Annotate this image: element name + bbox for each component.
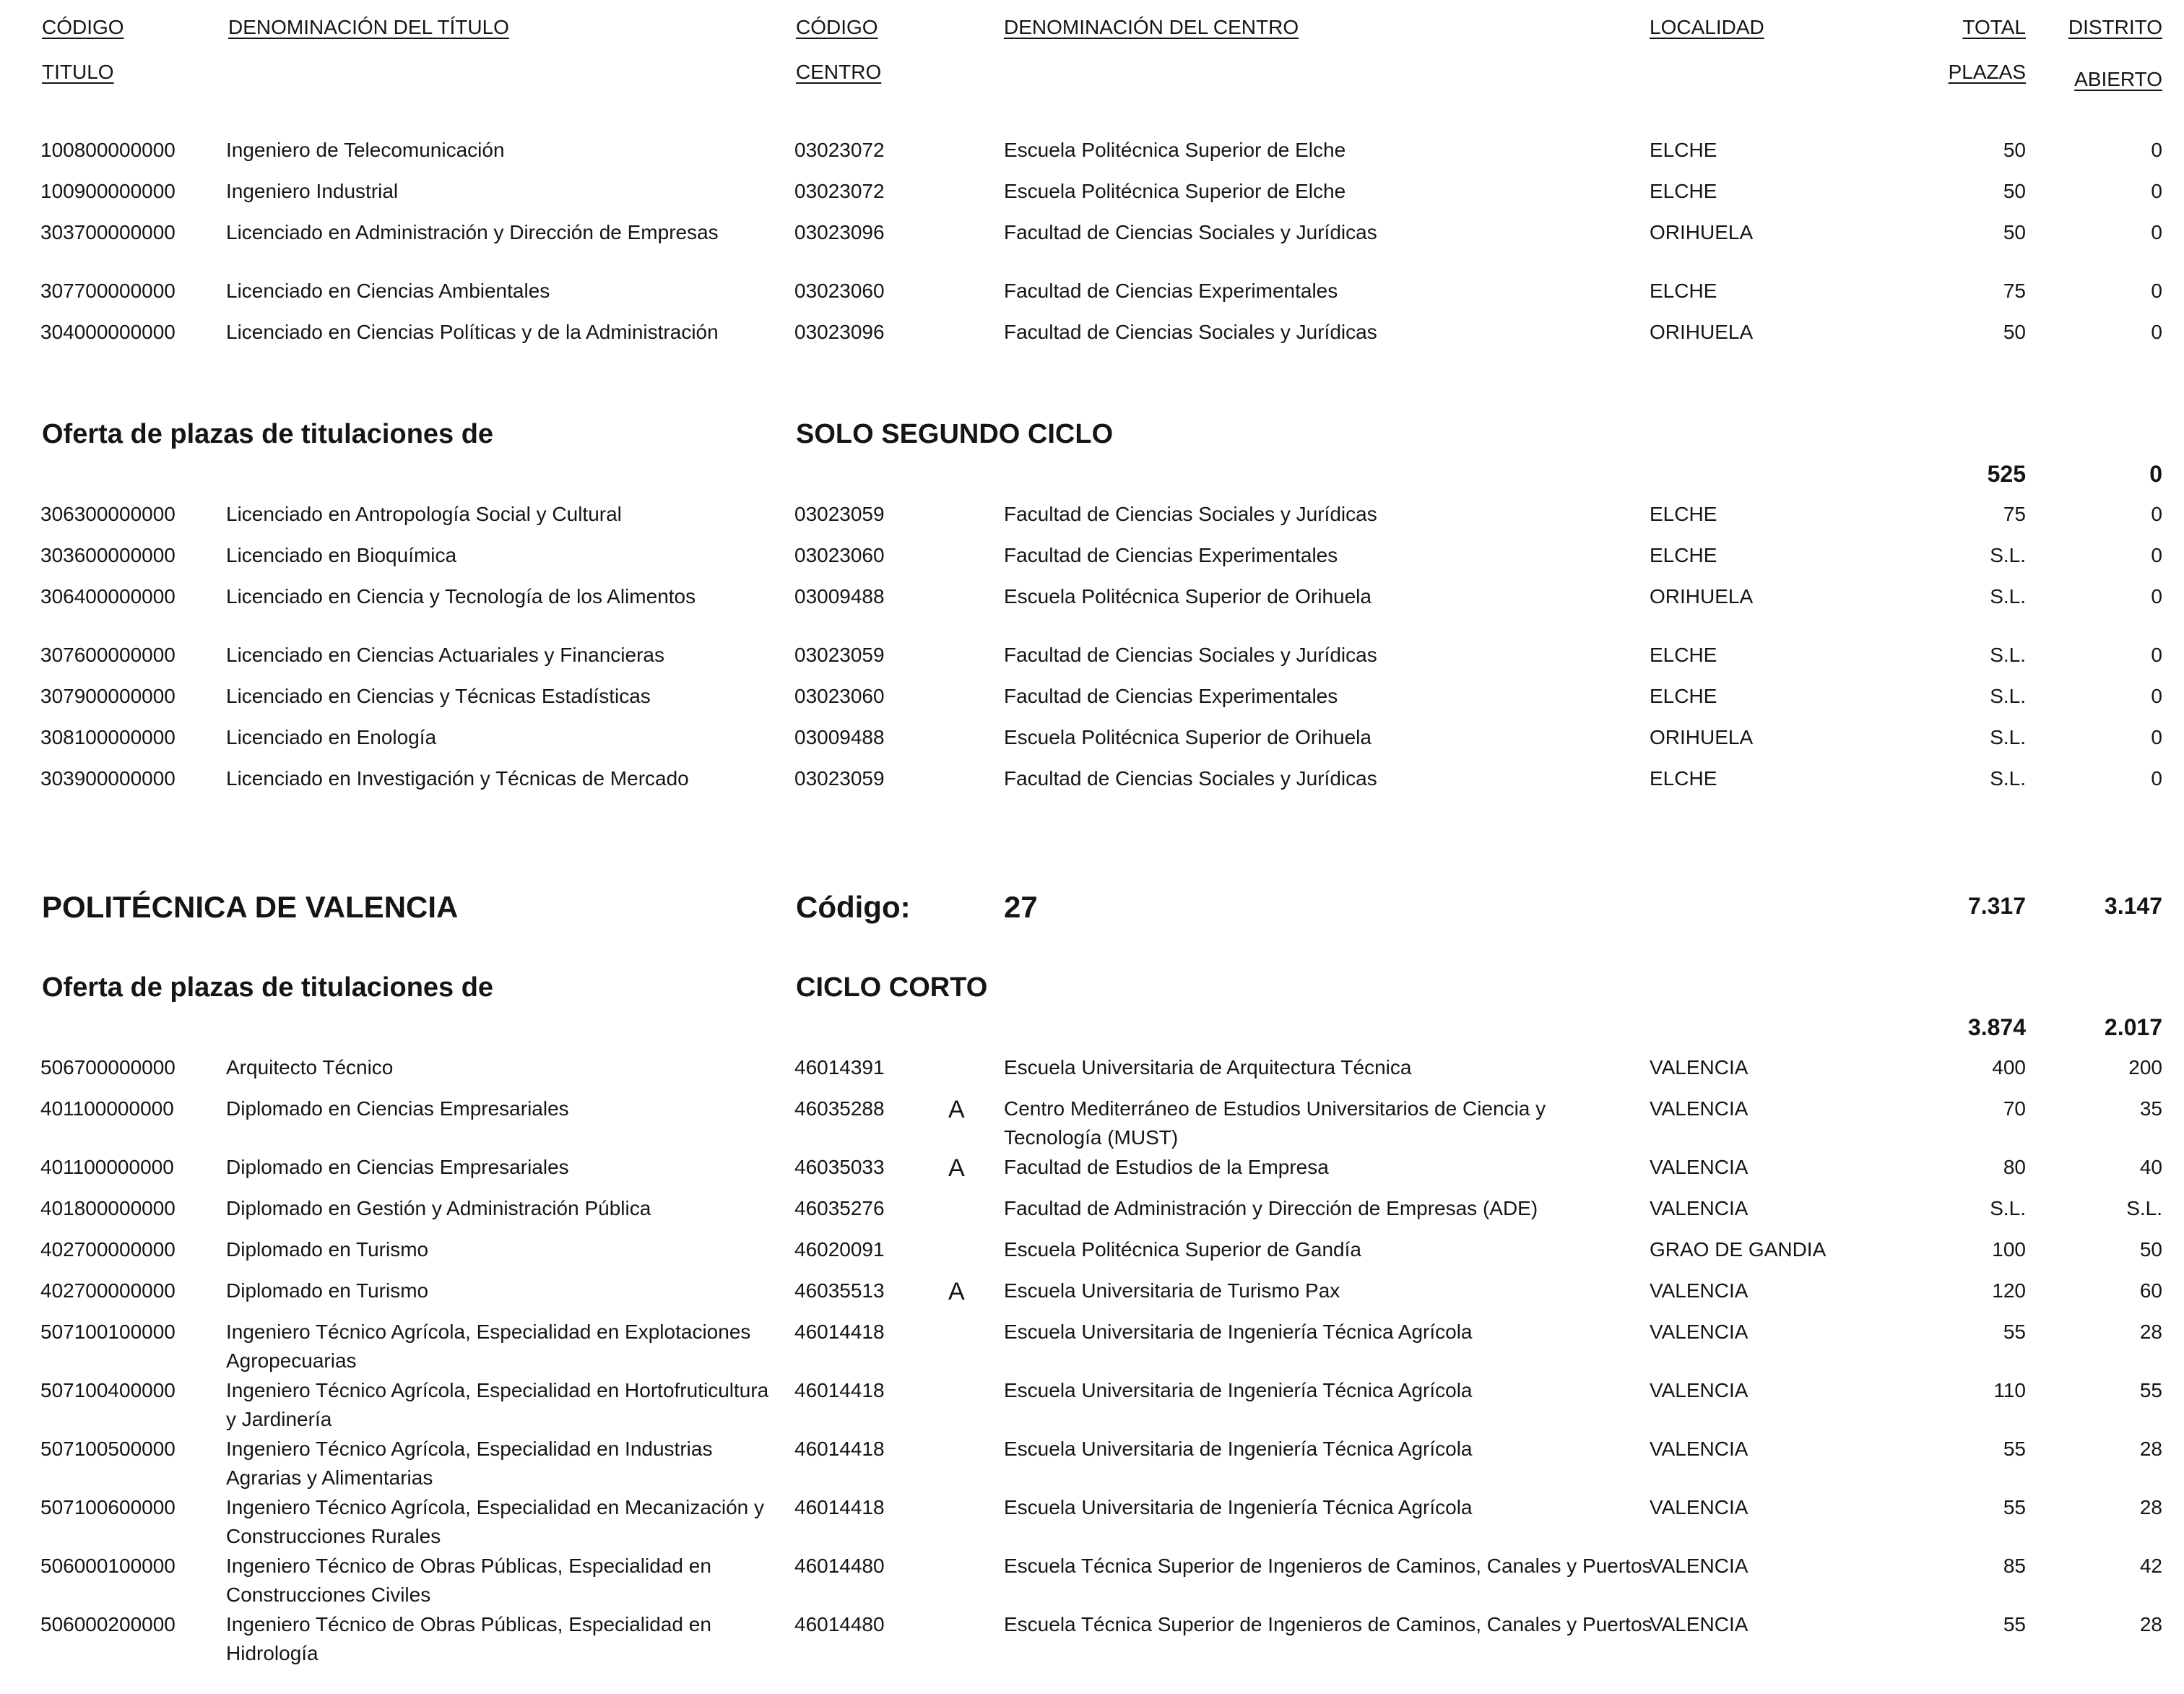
distrito-abierto: 0 [2151,685,2162,707]
codigo-centro: 46014480 [794,1613,885,1635]
localidad: VALENCIA [1650,1197,1748,1219]
codigo-titulo: 306300000000 [40,503,176,525]
denominacion-titulo: Licenciado en Ciencias y Técnicas Estadísticas [226,685,651,707]
codigo-titulo: 304000000000 [40,321,176,343]
total-plazas: S.L. [1990,767,2026,790]
denominacion-titulo: Ingeniero Industrial [226,180,399,202]
denominacion-titulo: Ingeniero Técnico de Obras Públicas, Especialidad en Hidrología [226,1613,711,1664]
denominacion-titulo: Ingeniero Técnico Agrícola, Especialidad en Hortofruticultura y Jardinería [226,1379,769,1430]
localidad: VALENCIA [1650,1613,1748,1635]
distrito-abierto: 0 [2151,726,2162,748]
distrito-abierto: 28 [2139,1613,2162,1635]
codigo-centro: 03023060 [794,280,885,302]
denominacion-titulo: Licenciado en Bioquímica [226,544,457,566]
section-heading-label: Oferta de plazas de titulaciones de [42,972,494,1003]
header-total-line1: TOTAL [1962,16,2026,38]
total-plazas: 50 [2003,180,2026,202]
total-plazas: 70 [2003,1097,2026,1120]
denominacion-centro: Facultad de Ciencias Sociales y Jurídicas [1004,221,1377,243]
total-plazas: S.L. [1990,685,2026,707]
section-distrito-abierto: 2.017 [2104,1014,2162,1040]
distrito-abierto: 0 [2151,544,2162,566]
localidad: ELCHE [1650,503,1717,525]
codigo-centro: 03023060 [794,544,885,566]
codigo-centro: 03023060 [794,685,885,707]
distrito-abierto: 40 [2139,1156,2162,1178]
localidad: VALENCIA [1650,1496,1748,1518]
denominacion-centro: Escuela Universitaria de Ingeniería Técnica Agrícola [1004,1438,1473,1460]
localidad: VALENCIA [1650,1555,1748,1577]
codigo-titulo: 506700000000 [40,1056,176,1079]
localidad: ELCHE [1650,280,1717,302]
denominacion-centro: Escuela Politécnica Superior de Gandía [1004,1238,1361,1261]
codigo-titulo: 507100500000 [40,1438,176,1460]
codigo-centro: 03023096 [794,321,885,343]
denominacion-centro: Facultad de Ciencias Experimentales [1004,544,1338,566]
localidad: ELCHE [1650,544,1717,566]
localidad: ELCHE [1650,685,1717,707]
codigo-centro: 03023096 [794,221,885,243]
denominacion-titulo: Diplomado en Ciencias Empresariales [226,1156,569,1178]
codigo-titulo: 307700000000 [40,280,176,302]
codigo-titulo: 506000200000 [40,1613,176,1635]
denominacion-titulo: Licenciado en Enología [226,726,437,748]
codigo-centro: 46014391 [794,1056,885,1079]
denominacion-titulo: Diplomado en Ciencias Empresariales [226,1097,569,1120]
total-plazas: S.L. [1990,544,2026,566]
university-distrito-abierto: 3.147 [2104,893,2162,919]
denominacion-centro: Facultad de Ciencias Sociales y Jurídicas [1004,644,1377,666]
total-plazas: 55 [2003,1438,2026,1460]
denominacion-centro: Escuela Técnica Superior de Ingenieros de Caminos, Canales y Puertos [1004,1555,1652,1577]
denominacion-centro: Escuela Politécnica Superior de Elche [1004,180,1346,202]
codigo-titulo: 507100100000 [40,1321,176,1343]
localidad: VALENCIA [1650,1438,1748,1460]
localidad: ORIHUELA [1650,321,1754,343]
header-codigo-titulo-line2: TITULO [42,61,114,83]
codigo-centro: 46014418 [794,1321,885,1343]
codigo-titulo: 507100600000 [40,1496,176,1518]
codigo-titulo: 507100400000 [40,1379,176,1401]
denominacion-centro: Facultad de Ciencias Sociales y Jurídicas [1004,503,1377,525]
localidad: VALENCIA [1650,1156,1748,1178]
codigo-titulo: 401100000000 [40,1097,174,1120]
codigo-centro: 46035033 [794,1156,885,1178]
total-plazas: 55 [2003,1496,2026,1518]
denominacion-titulo: Diplomado en Turismo [226,1279,429,1302]
denominacion-centro: Facultad de Ciencias Sociales y Jurídicas [1004,321,1377,343]
codigo-titulo: 100900000000 [40,180,176,202]
localidad: ORIHUELA [1650,726,1754,748]
total-plazas: 110 [1993,1379,2026,1401]
university-code-label: Código: [796,890,911,924]
denominacion-centro: Escuela Politécnica Superior de Orihuela [1004,585,1372,608]
distrito-abierto: 0 [2151,321,2162,343]
total-plazas: 55 [2003,1613,2026,1635]
localidad: ELCHE [1650,644,1717,666]
denominacion-centro: Escuela Universitaria de Ingeniería Técnica Agrícola [1004,1379,1473,1401]
distrito-abierto: 0 [2151,280,2162,302]
header-codigo-centro-line2: CENTRO [796,61,882,83]
section-total-plazas: 525 [1987,461,2026,487]
denominacion-titulo: Licenciado en Ciencias Actuariales y Financieras [226,644,664,666]
section-heading-label: Oferta de plazas de titulaciones de [42,419,494,449]
university-code: 27 [1004,890,1038,924]
denominacion-titulo: Diplomado en Turismo [226,1238,429,1261]
total-plazas: 400 [1992,1056,2026,1079]
denominacion-centro: Escuela Técnica Superior de Ingenieros de Caminos, Canales y Puertos [1004,1613,1652,1635]
denominacion-centro: Facultad de Ciencias Sociales y Jurídicas [1004,767,1377,790]
header-denominacion-titulo: DENOMINACIÓN DEL TÍTULO [228,16,509,38]
codigo-centro: 03009488 [794,585,885,608]
distrito-abierto: 60 [2139,1279,2162,1302]
codigo-titulo: 402700000000 [40,1279,176,1302]
localidad: VALENCIA [1650,1056,1748,1079]
localidad: VALENCIA [1650,1097,1748,1120]
codigo-titulo: 100800000000 [40,139,176,161]
denominacion-titulo: Licenciado en Investigación y Técnicas de Mercado [226,767,689,790]
localidad: ELCHE [1650,180,1717,202]
distrito-abierto: S.L. [2126,1197,2162,1219]
codigo-centro: 03023072 [794,139,885,161]
codigo-centro: 46035513 [794,1279,885,1302]
denominacion-titulo: Ingeniero Técnico Agrícola, Especialidad en Mecanización y Construcciones Rurales [226,1496,765,1547]
localidad: ORIHUELA [1650,221,1754,243]
header-distrito-line1: DISTRITO [2068,16,2162,38]
localidad: ELCHE [1650,139,1717,161]
total-plazas: 50 [2003,139,2026,161]
localidad: ELCHE [1650,767,1717,790]
codigo-titulo: 307600000000 [40,644,176,666]
denominacion-titulo: Licenciado en Administración y Dirección de Empresas [226,221,719,243]
denominacion-centro: Escuela Universitaria de Ingeniería Técnica Agrícola [1004,1321,1473,1343]
distrito-abierto: 0 [2151,644,2162,666]
distrito-abierto: 28 [2139,1321,2162,1343]
denominacion-centro: Escuela Politécnica Superior de Elche [1004,139,1346,161]
denominacion-centro: Escuela Universitaria de Ingeniería Técnica Agrícola [1004,1496,1473,1518]
total-plazas: 85 [2003,1555,2026,1577]
distrito-abierto: 28 [2139,1496,2162,1518]
denominacion-titulo: Arquitecto Técnico [226,1056,394,1079]
denominacion-centro: Facultad de Administración y Dirección de Empresas (ADE) [1004,1197,1538,1219]
distrito-abierto: 0 [2151,139,2162,161]
localidad: VALENCIA [1650,1379,1748,1401]
codigo-centro: 03023059 [794,767,885,790]
table-row [0,764,2184,837]
total-plazas: S.L. [1990,726,2026,748]
section-distrito-abierto: 0 [2149,461,2162,487]
header-localidad: LOCALIDAD [1650,16,1764,38]
total-plazas: 80 [2003,1156,2026,1178]
total-plazas: S.L. [1990,1197,2026,1219]
total-plazas: S.L. [1990,644,2026,666]
table-row [0,318,2184,390]
section-heading-type: SOLO SEGUNDO CICLO [796,419,1114,449]
codigo-titulo: 401800000000 [40,1197,176,1219]
localidad: GRAO DE GANDIA [1650,1238,1826,1261]
codigo-centro: 46035276 [794,1197,885,1219]
codigo-titulo: 401100000000 [40,1156,174,1178]
total-plazas: 120 [1992,1279,2026,1302]
total-plazas: 50 [2003,221,2026,243]
codigo-centro: 46014418 [794,1496,885,1518]
codigo-centro: 46014418 [794,1438,885,1460]
total-plazas: 75 [2003,280,2026,302]
denominacion-centro: Centro Mediterráneo de Estudios Universitarios de Ciencia y Tecnología (MUST) [1004,1097,1546,1149]
codigo-titulo: 306400000000 [40,585,176,608]
denominacion-titulo: Licenciado en Antropología Social y Cultural [226,503,622,525]
codigo-centro: 46035288 [794,1097,885,1120]
distrito-abierto: 42 [2139,1555,2162,1577]
codigo-centro: 03009488 [794,726,885,748]
denominacion-centro: Escuela Politécnica Superior de Orihuela [1004,726,1372,748]
denominacion-centro: Facultad de Ciencias Experimentales [1004,685,1338,707]
distrito-abierto: 28 [2139,1438,2162,1460]
header-codigo-titulo-line1: CÓDIGO [42,16,124,38]
center-type-marker: A [948,1096,965,1123]
distrito-abierto: 0 [2151,180,2162,202]
section-total-plazas: 3.874 [1967,1014,2026,1040]
denominacion-titulo: Ingeniero Técnico de Obras Públicas, Especialidad en Construcciones Civiles [226,1555,711,1606]
codigo-titulo: 303600000000 [40,544,176,566]
header-distrito-line2: ABIERTO [2074,68,2162,90]
distrito-abierto: 35 [2139,1097,2162,1120]
total-plazas: 100 [1992,1238,2026,1261]
denominacion-titulo: Ingeniero de Telecomunicación [226,139,505,161]
total-plazas: 55 [2003,1321,2026,1343]
total-plazas: S.L. [1990,585,2026,608]
denominacion-titulo: Ingeniero Técnico Agrícola, Especialidad en Industrias Agrarias y Alimentarias [226,1438,713,1489]
header-total-line2: PLAZAS [1948,61,2026,83]
distrito-abierto: 50 [2139,1238,2162,1261]
university-name: POLITÉCNICA DE VALENCIA [42,890,459,924]
codigo-titulo: 402700000000 [40,1238,176,1261]
localidad: VALENCIA [1650,1279,1748,1302]
header-denominacion-centro: DENOMINACIÓN DEL CENTRO [1004,16,1299,38]
codigo-titulo: 303700000000 [40,221,176,243]
codigo-centro: 46014418 [794,1379,885,1401]
codigo-centro: 46014480 [794,1555,885,1577]
codigo-titulo: 308100000000 [40,726,176,748]
denominacion-centro: Facultad de Estudios de la Empresa [1004,1156,1329,1178]
codigo-titulo: 303900000000 [40,767,176,790]
table-row [0,1610,2184,1682]
total-plazas: 75 [2003,503,2026,525]
codigo-titulo: 506000100000 [40,1555,176,1577]
distrito-abierto: 0 [2151,767,2162,790]
denominacion-titulo: Licenciado en Ciencia y Tecnología de los Alimentos [226,585,696,608]
distrito-abierto: 0 [2151,503,2162,525]
codigo-titulo: 307900000000 [40,685,176,707]
codigo-centro: 46020091 [794,1238,885,1261]
distrito-abierto: 55 [2139,1379,2162,1401]
center-type-marker: A [948,1278,965,1305]
center-type-marker: A [948,1154,965,1182]
codigo-centro: 03023059 [794,503,885,525]
codigo-centro: 03023072 [794,180,885,202]
denominacion-titulo: Licenciado en Ciencias Ambientales [226,280,550,302]
denominacion-titulo: Ingeniero Técnico Agrícola, Especialidad en Explotaciones Agropecuarias [226,1321,751,1372]
header-codigo-centro-line1: CÓDIGO [796,16,878,38]
university-total-plazas: 7.317 [1967,893,2026,919]
denominacion-centro: Facultad de Ciencias Experimentales [1004,280,1338,302]
distrito-abierto: 0 [2151,585,2162,608]
denominacion-centro: Escuela Universitaria de Turismo Pax [1004,1279,1340,1302]
denominacion-centro: Escuela Universitaria de Arquitectura Técnica [1004,1056,1412,1079]
localidad: ORIHUELA [1650,585,1754,608]
distrito-abierto: 0 [2151,221,2162,243]
total-plazas: 50 [2003,321,2026,343]
localidad: VALENCIA [1650,1321,1748,1343]
section-heading-type: CICLO CORTO [796,972,988,1003]
denominacion-titulo: Licenciado en Ciencias Políticas y de la Administración [226,321,719,343]
codigo-centro: 03023059 [794,644,885,666]
denominacion-titulo: Diplomado en Gestión y Administración Pública [226,1197,651,1219]
distrito-abierto: 200 [2128,1056,2162,1079]
